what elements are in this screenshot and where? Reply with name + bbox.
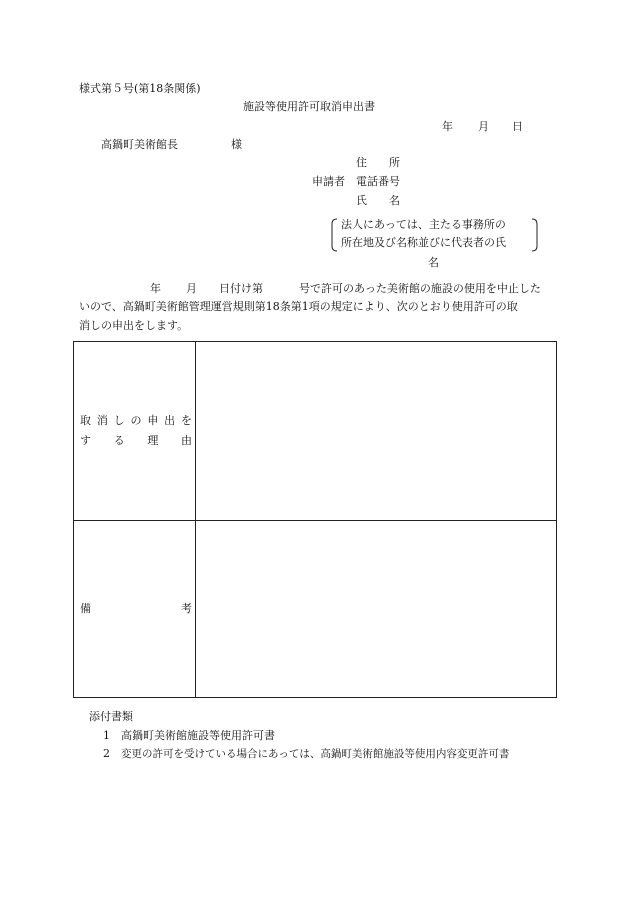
right-brace-icon [531, 218, 539, 266]
body-year-label: 年 [150, 282, 161, 295]
phone-label: 電話番号 [356, 175, 400, 188]
body-month-label: 月 [186, 282, 197, 295]
form-number: 様式第５号(第18条関係) [79, 82, 201, 95]
attachments-heading: 添付書類 [89, 710, 133, 723]
left-brace-icon [330, 218, 338, 266]
body-line1-rest: 号で許可のあった美術館の施設の使用を中止した [299, 282, 541, 295]
reason-remarks-table [73, 341, 557, 698]
attachment-item-2-number: 2 [103, 747, 110, 760]
remarks-label: 備 考 [80, 602, 192, 615]
date-month-label: 月 [478, 120, 489, 133]
address-label: 住 所 [356, 156, 400, 169]
document-title: 施設等使用許可取消申出書 [243, 100, 375, 113]
body-day-label: 日付け第 [219, 282, 263, 295]
applicant-label: 申請者 [312, 175, 345, 188]
body-line3: 消しの申出をします。 [79, 319, 189, 332]
reason-label-row1: 取 消 し の 申 出 を [80, 414, 192, 427]
date-year-label: 年 [442, 120, 453, 133]
attachment-item-2-text: 変更の許可を受けている場合にあっては、高鍋町美術館施設等使用内容変更許可書 [121, 748, 510, 760]
addressee: 高鍋町美術館長 [101, 138, 178, 151]
corporation-note-line3: 名 [428, 256, 439, 269]
remarks-input-area[interactable] [196, 521, 557, 697]
corporation-note-line1: 法人にあっては、主たる事務所の [341, 218, 506, 231]
reason-label-row2: す る 理 由 [80, 434, 192, 447]
corporation-note-line2: 所在地及び名称並びに代表者の氏 [341, 236, 506, 249]
date-day-label: 日 [512, 120, 523, 133]
attachment-item-1-number: 1 [103, 729, 110, 742]
addressee-suffix: 様 [231, 138, 242, 151]
name-label: 氏 名 [356, 194, 400, 207]
attachment-item-1-text: 高鍋町美術館施設等使用許可書 [121, 729, 275, 742]
reason-input-area[interactable] [196, 342, 557, 520]
body-line2: いので、高鍋町美術館管理運営規則第18条第1項の規定により、次のとおり使用許可の取 [79, 300, 518, 313]
